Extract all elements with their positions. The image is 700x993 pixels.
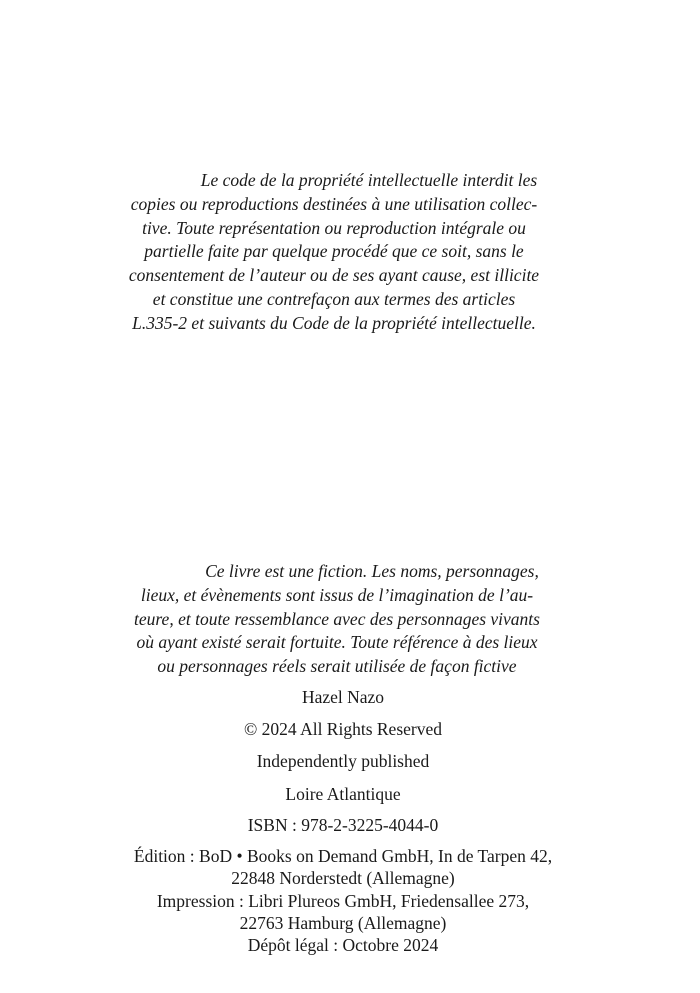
isbn: ISBN : 978-2-3225-4044-0 [247, 815, 439, 835]
author-name: Hazel Nazo [301, 687, 385, 707]
edition-info-line-1: Édition : BoD • Books on Demand GmbH, In de Tarpen 42, [133, 846, 553, 866]
copyright-notice-line-4: partielle faite par quelque procédé que ce soit, sans le [144, 241, 524, 262]
fiction-notice-line-2: lieux, et évènements sont issus de l’imagination de l’au- [140, 584, 534, 605]
legal-deposit: Dépôt légal : Octobre 2024 [247, 935, 439, 955]
publisher-location: Loire Atlantique [285, 784, 401, 804]
printing-info-line-2: 22763 Hamburg (Allemagne) [239, 913, 447, 934]
copyright-notice [108, 169, 560, 336]
edition-info [0, 845, 686, 889]
copyright-notice-line-6: et constitue une contrefaçon aux termes des articles [152, 288, 516, 309]
fiction-notice-line-4: où ayant existé serait fortuite. Toute référence à des lieux [136, 632, 538, 653]
fiction-notice [112, 560, 562, 679]
copyright-notice-line-3: tive. Toute représentation ou reproduction intégrale ou [142, 217, 526, 238]
copyright-notice-line-1: Le code de la propriété intellectuelle interdit les [200, 170, 538, 190]
printing-info [0, 890, 686, 934]
printing-info-line-1: Impression : Libri Plureos GmbH, Friedensallee 273, [156, 891, 530, 911]
rights-statement: © 2024 All Rights Reserved [243, 719, 442, 739]
edition-info-line-2: 22848 Norderstedt (Allemagne) [231, 868, 455, 889]
publishing-statement: Independently published [256, 751, 430, 771]
copyright-notice-line-2: copies ou reproductions destinées à une utilisation collec- [130, 193, 538, 214]
fiction-notice-line-5: ou personnages réels serait utilisée de façon fictive [157, 656, 517, 677]
fiction-notice-line-1: Ce livre est une fiction. Les noms, personnages, [205, 561, 539, 581]
copyright-notice-line-7: L.335-2 et suivants du Code de la propriété intellectuelle. [132, 312, 536, 333]
copyright-notice-line-5: consentement de l’auteur ou de ses ayant cause, est illicite [128, 265, 540, 286]
fiction-notice-line-3: teure, et toute ressemblance avec des personnages vivants [134, 608, 540, 629]
